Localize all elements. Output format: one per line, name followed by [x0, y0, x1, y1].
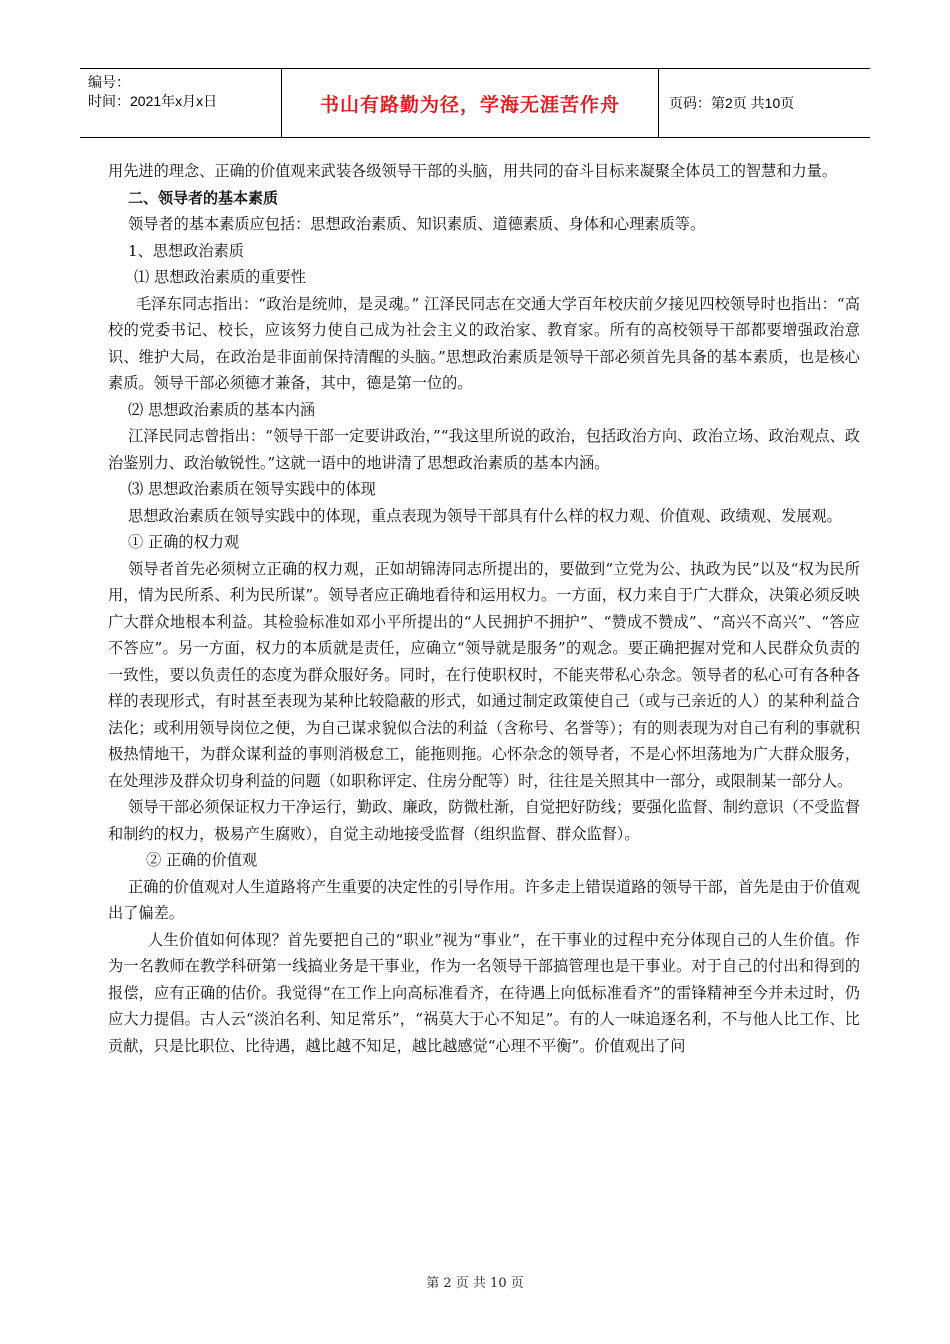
subsection-heading: 1、思想政治素质: [128, 241, 244, 260]
subsection-heading: ⑴ 思想政治素质的重要性: [134, 268, 306, 286]
paragraph: 领导者的基本素质应包括：思想政治素质、知识素质、道德素质、身体和心理素质等。: [128, 215, 706, 233]
header-meta-cell: [80, 69, 282, 137]
list-heading: ① 正确的权力观: [128, 533, 240, 551]
paragraph: 领导者首先必须树立正确的权力观，正如胡锦涛同志所提出的，要做到“立党为公、执政为民”以及“权为民所用，情为民所系、利为民所谋”。领导者应正确地看待和运用权力。一方面，权力来自于广大群众，决策必须反映广大群众地根本利益。其检验标准如邓小平所提出的“人民拥护不拥护”、“赞成不赞成”、“高兴不高兴”、“答应不答应”。另一方面，权力的本质就是责任，应确立“领导就是服务”的观念。要正确把握对党和人民群众负责的一致性，要以负责任的态度为群众服好务。同时，在行使职权时，不能夹带私心杂念。领导者的私心可有各种各样的表现形式，有时甚至表现为某种比较隐蔽的形式，如通过制定政策使自己（或与己亲近的人）的某种利益合法化；或利用领导岗位之便，为自己谋求貌似合法的利益（含称号、名誉等）；有的则表现为对自己有利的事就积极热情地干，为群众谋利益的事则消极怠工，能拖则拖。心怀杂念的领导者，不是心怀坦荡地为广大群众服务，在处理涉及群众切身利益的问题（如职称评定、住房分配等）时，往往是关照其中一部分，或限制某一部分人。: [108, 559, 860, 790]
subsection-heading: ⑶ 思想政治素质在领导实践中的体现: [128, 480, 376, 498]
paragraph: 人生价值如何体现？首先要把自己的“职业”视为“事业”，在干事业的过程中充分体现自己的人生价值。作为一名教师在教学科研第一线搞业务是干事业，作为一名领导干部搞管理也是干事业。对于自己的付出和得到的报偿，应有正确的估价。我觉得“在工作上向高标准看齐，在待遇上向低标准看齐”的雷锋精神至今并未过时，仍应大力提倡。古人云“淡泊名利、知足常乐”，“祸莫大于心不知足”。有的人一味追逐名利，不与他人比工作、比贡献，只是比职位、比待遇，越比越不知足，越比越感觉“心理不平衡”。价值观出了问: [108, 930, 860, 1055]
document-number-label: 编号：: [88, 74, 130, 90]
paragraph: 正确的价值观对人生道路将产生重要的决定性的引导作用。许多走上错误道路的领导干部，首先是由于价值观出了偏差。: [108, 877, 860, 922]
document-body: [108, 158, 860, 1059]
paragraph: 江泽民同志曾指出：“领导干部一定要讲政治，”“我这里所说的政治，包括政治方向、政治立场、政治观点、政治鉴别力、政治敏锐性。”这就一语中的地讲清了思想政治素质的基本内涵。: [108, 427, 860, 472]
paragraph: 毛泽东同志指出：“政治是统帅，是灵魂。” 江泽民同志在交通大学百年校庆前夕接见四校领导时也指出：“高校的党委书记、校长，应该努力使自己成为社会主义的政治家、教育家。所有的高校领导干部都要增强政治意识、维护大局，在政治是非面前保持清醒的头脑。”思想政治素质是领导干部必须首先具备的基本素质，也是核心素质。领导干部必须德才兼备，其中，德是第一位的。: [108, 294, 860, 392]
document-date-label: 时间：2021年x月x日: [88, 93, 218, 109]
paragraph: 领导干部必须保证权力干净运行，勤政、廉政，防微杜渐，自觉把好防线；要强化监督、制约意识（不受监督和制约的权力，极易产生腐败），自觉主动地接受监督（组织监督、群众监督）。: [108, 798, 860, 843]
paragraph: 用先进的理念、正确的价值观来武装各级领导干部的头脑，用共同的奋斗目标来凝聚全体员工的智慧和力量。: [108, 162, 837, 180]
page-header: [80, 68, 870, 138]
page-footer: 第 2 页 共 10 页: [426, 1276, 524, 1291]
subsection-heading: ⑵ 思想政治素质的基本内涵: [128, 400, 316, 419]
header-motto: 书山有路勤为径，学海无涯苦作舟: [282, 69, 659, 137]
list-heading: ② 正确的价值观: [146, 851, 258, 869]
section-heading: 二、领导者的基本素质: [128, 188, 279, 207]
header-page-info: 页码：第2页 共10页: [669, 95, 795, 111]
paragraph: 思想政治素质在领导实践中的体现，重点表现为领导干部具有什么样的权力观、价值观、政绩观、发展观。: [128, 506, 842, 525]
